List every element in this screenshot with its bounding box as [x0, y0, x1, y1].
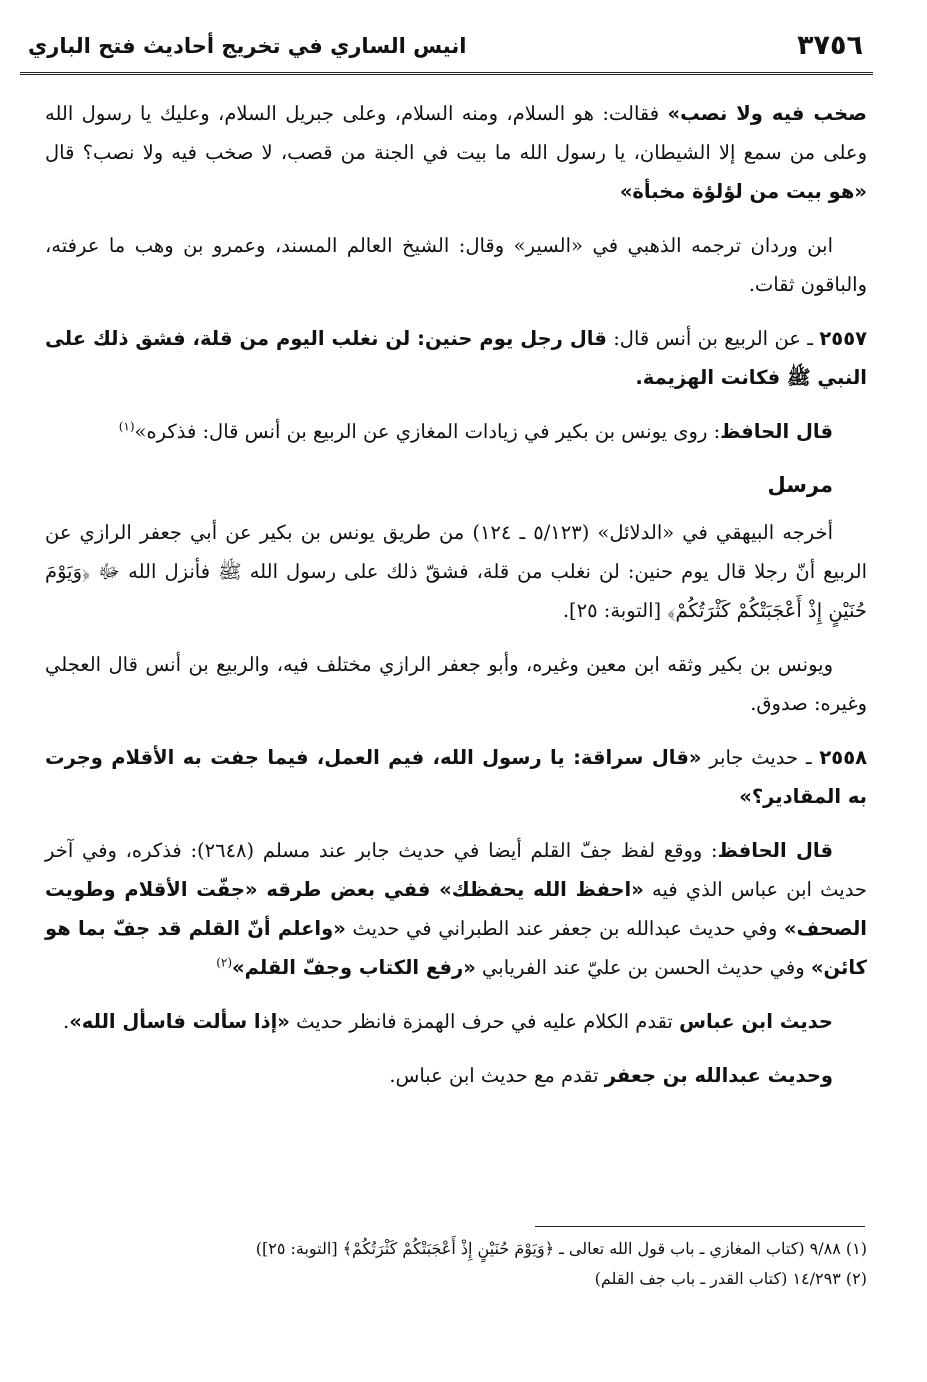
bold-quote: «رفع الكتاب وجفّ القلم»	[232, 956, 476, 979]
footnote-text: ١٤/٢٩٣ (كتاب القدر ـ باب جف القلم)	[594, 1269, 841, 1288]
paragraph-narrators	[45, 226, 867, 304]
hadith-intro: ـ عن الربيع بن أنس قال:	[606, 327, 820, 350]
hadith-2557	[45, 319, 867, 397]
bold-quote: «إذا سألت فاسأل الله»	[69, 1010, 290, 1033]
paragraph-text: أخرجه البيهقي في «الدلائل» (٥/١٢٣ ـ ١٢٤) من طريق يونس بن بكير عن أبي جعفر الرازي عن الربيع أنّ رجلا قال يوم حنين: لن نغلب من قلة، فشقّ ذلك على رسول الله ﷺ فأنزل الله ﷻ ﴿وَيَوْمَ حُنَيْنٍ إِذْ أَعْجَبَتْكُمْ كَثْرَتُكُمْ﴾ [التوبة: ٢٥].	[45, 521, 867, 622]
paragraph-grading	[45, 645, 867, 723]
page-number: ٣٧٥٦	[797, 30, 863, 61]
page-body	[45, 94, 867, 1110]
footnote-divider	[535, 1226, 865, 1227]
paragraph-text: ويونس بن بكير وثقه ابن معين وغيره، وأبو جعفر الرازي مختلف فيه، والربيع بن أنس قال العجلي وغيره: صدوق.	[45, 653, 867, 715]
paragraph-ibn-abbas	[45, 1002, 867, 1041]
bold-quote: «احفظ الله يحفظك» ففي بعض طرقه «جفّت الأقلام وطويت الصحف»	[45, 878, 867, 940]
footnote-text: ٩/٨٨ (كتاب المغازي ـ باب قول الله تعالى ـ ﴿وَيَوْمَ حُنَيْنٍ إِذْ أَعْجَبَتْكُمْ كَثْرَتُكُمْ﴾ [التوبة: ٢٥])	[255, 1239, 841, 1258]
hadith-number: ٢٥٥٨	[819, 746, 867, 769]
paragraph-text: وفي حديث عبدالله بن جعفر عند الطبراني في حديث	[345, 917, 784, 940]
paragraph-hafiz-comment	[45, 412, 867, 451]
paragraph-text: ابن وردان ترجمه الذهبي في «السير» وقال: الشيخ العالم المسند، وعمرو بن وهب ما عرفته، والباقون ثقات.	[45, 234, 867, 296]
running-title: انيس الساري في تخريج أحاديث فتح الباري	[28, 34, 467, 58]
footnote-ref: (٢)	[216, 955, 233, 970]
paragraph-text: .	[62, 1010, 70, 1033]
bold-quote: «واعلم أنّ القلم قد جفّ بما هو كائن»	[45, 917, 867, 979]
footnote-1	[45, 1234, 867, 1264]
bold-quote: «هو بيت من لؤلؤة مخبأة»	[619, 180, 867, 203]
hadith-text: قال رجل يوم حنين: لن نغلب اليوم من قلة، فشق ذلك على النبي ﷺ فكانت الهزيمة.	[45, 327, 867, 389]
bold-quote: صخب فيه ولا نصب»	[667, 102, 867, 125]
bold-quote: حديث ابن عباس	[679, 1010, 833, 1033]
footnote-marker: (١)	[845, 1239, 867, 1258]
paragraph-hafiz-comment-2	[45, 831, 867, 987]
section-heading-mursal: مرسل	[767, 473, 833, 497]
hadith-number: ٢٥٥٧	[819, 327, 867, 350]
paragraph-abdullah-ibn-jafar	[45, 1056, 867, 1095]
footnote-ref: (١)	[118, 419, 135, 434]
paragraph-hadith-continuation	[45, 94, 867, 211]
footnote-marker: (٢)	[845, 1269, 867, 1288]
paragraph-takhrij	[45, 513, 867, 630]
paragraph-text: : روى يونس بن بكير في زيادات المغازي عن الربيع بن أنس قال: فذكره»	[134, 420, 721, 443]
paragraph-text: وفي حديث الحسن بن عليّ عند الفريابي	[475, 956, 811, 979]
paragraph-text: فقالت: هو السلام، ومنه السلام، وعلى جبريل السلام، وعليك يا رسول الله وعلى من سمع إلا الشيطان، يا رسول الله ما بيت في الجنة من قصب، لا صخب فيه ولا نصب؟ قال	[45, 102, 867, 164]
hadith-intro: ـ حديث جابر	[701, 746, 820, 769]
paragraph-text: تقدم الكلام عليه في حرف الهمزة فانظر حديث	[289, 1010, 680, 1033]
bold-quote: وحديث عبدالله بن جعفر	[604, 1064, 833, 1087]
paragraph-text: تقدم مع حديث ابن عباس.	[389, 1064, 605, 1087]
hadith-text: «قال سراقة: يا رسول الله، فيم العمل، فيما جفت به الأقلام وجرت به المقادير؟»	[45, 746, 867, 808]
hadith-2558	[45, 738, 867, 816]
page-header	[20, 28, 873, 75]
hafiz-label: قال الحافظ	[717, 839, 833, 862]
footnote-2	[45, 1264, 867, 1294]
paragraph-text: : ووقع لفظ جفّ القلم أيضا في حديث جابر عند مسلم (٢٦٤٨): فذكره، وفي آخر حديث ابن عباس الذي فيه	[45, 839, 867, 901]
hafiz-label: قال الحافظ	[720, 420, 833, 443]
footnotes	[45, 1234, 867, 1294]
